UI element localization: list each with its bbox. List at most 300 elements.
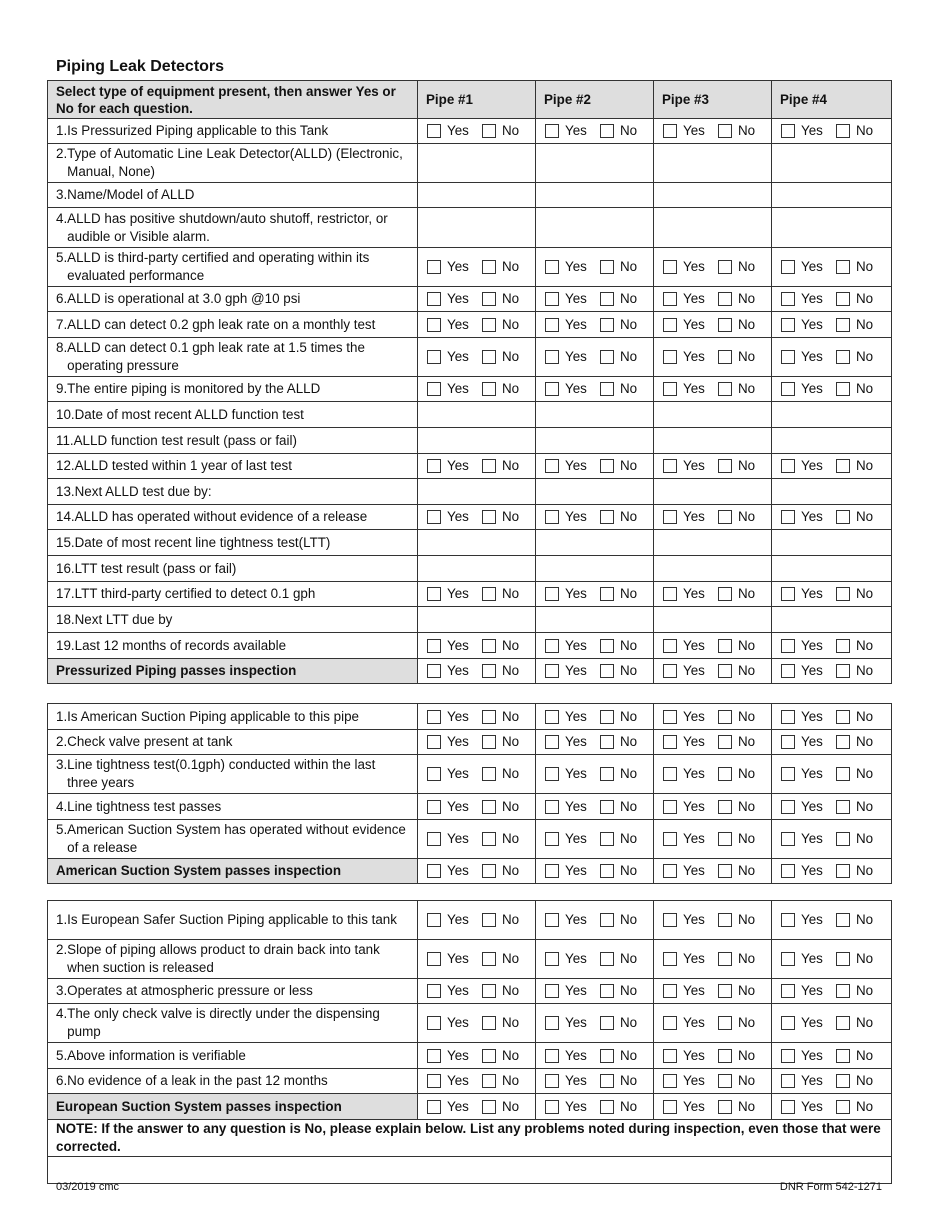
yes-label: Yes — [447, 381, 469, 396]
pressurized-piping-table — [47, 80, 892, 684]
pipe-4-answer-cell[interactable] — [772, 183, 892, 208]
yes-checkbox[interactable] — [545, 1100, 559, 1114]
no-checkbox[interactable] — [482, 260, 496, 274]
no-checkbox[interactable] — [718, 952, 732, 966]
pipe-1-header: Pipe #1 — [418, 81, 536, 119]
question-text-wrap — [56, 821, 409, 857]
no-checkbox[interactable] — [836, 735, 850, 749]
no-checkbox[interactable] — [600, 735, 614, 749]
no-label: No — [502, 123, 520, 138]
yes-checkbox[interactable] — [427, 510, 441, 524]
yes-label: Yes — [801, 1047, 823, 1063]
no-checkbox[interactable] — [600, 587, 614, 601]
yes-checkbox[interactable] — [427, 735, 441, 749]
yes-checkbox[interactable] — [545, 260, 559, 274]
no-checkbox[interactable] — [600, 864, 614, 878]
yes-checkbox[interactable] — [781, 639, 795, 653]
yes-checkbox[interactable] — [663, 260, 677, 274]
pipe-3-answer-cell[interactable] — [654, 556, 772, 582]
no-checkbox[interactable] — [482, 292, 496, 306]
yes-checkbox[interactable] — [545, 832, 559, 846]
yes-checkbox[interactable] — [781, 292, 795, 306]
no-checkbox[interactable] — [836, 459, 850, 473]
no-checkbox[interactable] — [718, 1100, 732, 1114]
no-checkbox[interactable] — [718, 767, 732, 781]
no-checkbox[interactable] — [482, 587, 496, 601]
yes-checkbox[interactable] — [545, 639, 559, 653]
yes-checkbox[interactable] — [427, 710, 441, 724]
no-checkbox[interactable] — [600, 1049, 614, 1063]
yes-checkbox[interactable] — [545, 292, 559, 306]
question-number: 10. — [56, 406, 75, 422]
yes-checkbox[interactable] — [427, 459, 441, 473]
no-checkbox[interactable] — [482, 1074, 496, 1088]
pipe-3-answer-cell[interactable] — [654, 428, 772, 454]
yes-no-group — [662, 1014, 763, 1032]
pipe-2-answer-cell[interactable] — [536, 144, 654, 183]
pipe-2-answer-cell[interactable] — [536, 530, 654, 556]
yes-no-group — [426, 316, 527, 334]
yes-checkbox[interactable] — [545, 510, 559, 524]
no-checkbox[interactable] — [600, 459, 614, 473]
yes-checkbox[interactable] — [663, 459, 677, 473]
yes-label: Yes — [565, 586, 587, 601]
question-cell — [48, 505, 418, 530]
no-checkbox[interactable] — [482, 832, 496, 846]
pipe-1-answer-cell[interactable] — [418, 556, 536, 582]
yes-checkbox[interactable] — [781, 664, 795, 678]
no-label: No — [856, 983, 874, 998]
yes-checkbox[interactable] — [663, 350, 677, 364]
yes-checkbox[interactable] — [427, 767, 441, 781]
no-checkbox[interactable] — [718, 832, 732, 846]
pipe-4-answer-cell[interactable] — [772, 144, 892, 183]
no-checkbox[interactable] — [482, 459, 496, 473]
yes-label: Yes — [801, 586, 823, 601]
yes-checkbox[interactable] — [663, 1049, 677, 1063]
question-text: ALLD is third-party certified and operating within its evaluated performance — [67, 250, 370, 283]
no-checkbox[interactable] — [482, 639, 496, 653]
yes-checkbox[interactable] — [663, 124, 677, 138]
yes-no-group — [662, 316, 763, 334]
yes-checkbox[interactable] — [545, 767, 559, 781]
no-checkbox[interactable] — [836, 318, 850, 332]
no-checkbox[interactable] — [836, 800, 850, 814]
yes-checkbox[interactable] — [781, 1016, 795, 1030]
yes-checkbox[interactable] — [781, 735, 795, 749]
pipe-3-answer-cell[interactable] — [654, 530, 772, 556]
yes-checkbox[interactable] — [781, 767, 795, 781]
pipe-1-answer-cell — [418, 659, 536, 684]
no-checkbox[interactable] — [836, 1016, 850, 1030]
pipe-4-answer-cell[interactable] — [772, 208, 892, 248]
yes-checkbox[interactable] — [781, 832, 795, 846]
pipe-1-answer-cell[interactable] — [418, 607, 536, 633]
question-text-wrap — [56, 508, 409, 526]
yes-checkbox[interactable] — [427, 800, 441, 814]
no-label: No — [502, 983, 520, 998]
yes-checkbox[interactable] — [781, 984, 795, 998]
yes-checkbox[interactable] — [781, 510, 795, 524]
yes-checkbox[interactable] — [545, 1049, 559, 1063]
yes-checkbox[interactable] — [663, 1100, 677, 1114]
yes-checkbox[interactable] — [427, 832, 441, 846]
no-checkbox[interactable] — [718, 864, 732, 878]
yes-checkbox[interactable] — [545, 1016, 559, 1030]
yes-label: Yes — [447, 123, 469, 138]
yes-checkbox[interactable] — [663, 1016, 677, 1030]
yes-checkbox[interactable] — [781, 913, 795, 927]
yes-checkbox[interactable] — [545, 124, 559, 138]
question-cell — [48, 556, 418, 582]
yes-label: Yes — [801, 509, 823, 524]
no-checkbox[interactable] — [482, 1049, 496, 1063]
no-checkbox[interactable] — [836, 639, 850, 653]
yes-checkbox[interactable] — [663, 800, 677, 814]
yes-checkbox[interactable] — [663, 767, 677, 781]
pipe-3-answer-cell[interactable] — [654, 208, 772, 248]
yes-checkbox[interactable] — [427, 260, 441, 274]
yes-checkbox[interactable] — [781, 1100, 795, 1114]
question-cell — [48, 1043, 418, 1069]
no-checkbox[interactable] — [718, 639, 732, 653]
yes-no-group — [544, 798, 645, 816]
pipe-4-answer-cell[interactable] — [772, 530, 892, 556]
no-checkbox[interactable] — [482, 913, 496, 927]
no-checkbox[interactable] — [482, 800, 496, 814]
yes-label: Yes — [683, 1047, 705, 1063]
no-checkbox[interactable] — [836, 767, 850, 781]
yes-checkbox[interactable] — [663, 510, 677, 524]
yes-checkbox[interactable] — [545, 800, 559, 814]
no-checkbox[interactable] — [718, 382, 732, 396]
yes-checkbox[interactable] — [545, 350, 559, 364]
pipe-4-answer-cell[interactable] — [772, 607, 892, 633]
question-number: 14. — [56, 509, 75, 524]
no-label: No — [620, 663, 638, 678]
yes-no-group — [662, 950, 763, 968]
yes-checkbox[interactable] — [663, 710, 677, 724]
no-checkbox[interactable] — [718, 124, 732, 138]
pipe-4-answer-cell[interactable] — [772, 479, 892, 505]
yes-checkbox[interactable] — [427, 1074, 441, 1088]
pipe-2-answer-cell[interactable] — [536, 556, 654, 582]
yes-checkbox[interactable] — [427, 292, 441, 306]
no-checkbox[interactable] — [600, 664, 614, 678]
pipe-3-answer-cell — [654, 755, 772, 794]
yes-checkbox[interactable] — [781, 350, 795, 364]
no-checkbox[interactable] — [836, 984, 850, 998]
no-checkbox[interactable] — [718, 260, 732, 274]
pipe-2-answer-cell[interactable] — [536, 208, 654, 248]
yes-checkbox[interactable] — [781, 260, 795, 274]
yes-checkbox[interactable] — [545, 952, 559, 966]
yes-checkbox[interactable] — [427, 913, 441, 927]
no-checkbox[interactable] — [600, 1016, 614, 1030]
no-checkbox[interactable] — [836, 952, 850, 966]
no-checkbox[interactable] — [718, 1016, 732, 1030]
yes-no-group — [662, 1072, 763, 1090]
pipe-4-answer-cell — [772, 979, 892, 1004]
yes-checkbox[interactable] — [545, 1074, 559, 1088]
question-row — [48, 633, 892, 659]
no-label: No — [738, 912, 756, 927]
no-checkbox[interactable] — [600, 124, 614, 138]
yes-checkbox[interactable] — [663, 664, 677, 678]
no-checkbox[interactable] — [836, 1100, 850, 1114]
yes-checkbox[interactable] — [427, 1016, 441, 1030]
no-checkbox[interactable] — [600, 350, 614, 364]
yes-checkbox[interactable] — [781, 124, 795, 138]
yes-no-group — [544, 380, 645, 398]
yes-label: Yes — [801, 831, 823, 846]
no-checkbox[interactable] — [836, 260, 850, 274]
yes-checkbox[interactable] — [781, 459, 795, 473]
no-label: No — [502, 259, 520, 274]
yes-checkbox[interactable] — [663, 318, 677, 332]
explanation-field[interactable] — [48, 1157, 892, 1184]
yes-checkbox[interactable] — [545, 587, 559, 601]
question-row — [48, 183, 892, 208]
no-checkbox[interactable] — [836, 587, 850, 601]
pipe-4-answer-cell[interactable] — [772, 402, 892, 428]
question-text: Last 12 months of records available — [74, 637, 287, 653]
yes-checkbox[interactable] — [427, 1100, 441, 1114]
no-checkbox[interactable] — [600, 260, 614, 274]
no-checkbox[interactable] — [482, 1100, 496, 1114]
no-checkbox[interactable] — [482, 382, 496, 396]
no-label: No — [856, 951, 874, 966]
no-checkbox[interactable] — [836, 510, 850, 524]
pipe-3-answer-cell[interactable] — [654, 479, 772, 505]
yes-checkbox[interactable] — [781, 1074, 795, 1088]
pipe-1-answer-cell[interactable] — [418, 402, 536, 428]
pipe-1-answer-cell[interactable] — [418, 183, 536, 208]
no-checkbox[interactable] — [482, 124, 496, 138]
yes-checkbox[interactable] — [427, 318, 441, 332]
yes-checkbox[interactable] — [545, 735, 559, 749]
no-checkbox[interactable] — [718, 710, 732, 724]
yes-checkbox[interactable] — [781, 382, 795, 396]
yes-checkbox[interactable] — [781, 864, 795, 878]
no-checkbox[interactable] — [836, 710, 850, 724]
yes-checkbox[interactable] — [663, 382, 677, 396]
yes-no-group — [662, 290, 763, 308]
yes-checkbox[interactable] — [545, 913, 559, 927]
yes-no-group — [780, 1098, 883, 1116]
pipe-4-answer-cell[interactable] — [772, 556, 892, 582]
yes-checkbox[interactable] — [663, 292, 677, 306]
yes-label: Yes — [683, 1015, 705, 1030]
yes-label: Yes — [447, 1015, 469, 1030]
pipe-1-answer-cell[interactable] — [418, 530, 536, 556]
no-checkbox[interactable] — [718, 459, 732, 473]
no-checkbox[interactable] — [836, 864, 850, 878]
no-label: No — [738, 734, 756, 749]
yes-checkbox[interactable] — [545, 664, 559, 678]
no-checkbox[interactable] — [482, 1016, 496, 1030]
pipe-1-answer-cell[interactable] — [418, 208, 536, 248]
pipe-4-answer-cell[interactable] — [772, 428, 892, 454]
yes-checkbox[interactable] — [781, 710, 795, 724]
no-label: No — [502, 381, 520, 396]
question-text-wrap — [56, 708, 409, 726]
yes-no-group — [544, 508, 645, 526]
yes-checkbox[interactable] — [545, 984, 559, 998]
no-checkbox[interactable] — [482, 984, 496, 998]
no-checkbox[interactable] — [600, 510, 614, 524]
no-checkbox[interactable] — [718, 984, 732, 998]
no-checkbox[interactable] — [482, 664, 496, 678]
yes-checkbox[interactable] — [545, 864, 559, 878]
yes-checkbox[interactable] — [663, 735, 677, 749]
no-checkbox[interactable] — [718, 913, 732, 927]
yes-checkbox[interactable] — [427, 382, 441, 396]
no-checkbox[interactable] — [836, 913, 850, 927]
yes-label: Yes — [801, 912, 823, 927]
yes-checkbox[interactable] — [427, 1049, 441, 1063]
question-row — [48, 428, 892, 454]
no-checkbox[interactable] — [482, 952, 496, 966]
pipe-3-answer-cell[interactable] — [654, 183, 772, 208]
pipe-1-answer-cell — [418, 119, 536, 144]
no-checkbox[interactable] — [600, 913, 614, 927]
pipe-1-answer-cell[interactable] — [418, 479, 536, 505]
pipe-3-answer-cell[interactable] — [654, 607, 772, 633]
yes-no-group — [544, 457, 645, 475]
pipe-2-answer-cell[interactable] — [536, 607, 654, 633]
no-checkbox[interactable] — [836, 382, 850, 396]
no-checkbox[interactable] — [718, 664, 732, 678]
yes-checkbox[interactable] — [545, 382, 559, 396]
pipe-1-answer-cell[interactable] — [418, 428, 536, 454]
yes-no-group — [662, 122, 763, 140]
pipe-1-answer-cell[interactable] — [418, 144, 536, 183]
yes-checkbox[interactable] — [663, 913, 677, 927]
no-checkbox[interactable] — [836, 1074, 850, 1088]
no-checkbox[interactable] — [718, 735, 732, 749]
yes-checkbox[interactable] — [427, 664, 441, 678]
yes-checkbox[interactable] — [781, 318, 795, 332]
pipe-3-answer-cell[interactable] — [654, 402, 772, 428]
yes-checkbox[interactable] — [663, 952, 677, 966]
yes-checkbox[interactable] — [427, 984, 441, 998]
no-checkbox[interactable] — [836, 124, 850, 138]
pipe-1-answer-cell — [418, 1094, 536, 1120]
yes-checkbox[interactable] — [663, 832, 677, 846]
pipe-3-answer-cell[interactable] — [654, 144, 772, 183]
yes-no-group — [780, 662, 883, 680]
yes-checkbox[interactable] — [545, 710, 559, 724]
no-checkbox[interactable] — [836, 292, 850, 306]
no-checkbox[interactable] — [600, 767, 614, 781]
no-checkbox[interactable] — [836, 350, 850, 364]
question-text-wrap — [56, 483, 409, 501]
no-checkbox[interactable] — [836, 1049, 850, 1063]
no-checkbox[interactable] — [482, 767, 496, 781]
no-checkbox[interactable] — [600, 639, 614, 653]
yes-checkbox[interactable] — [663, 1074, 677, 1088]
no-checkbox[interactable] — [600, 292, 614, 306]
no-checkbox[interactable] — [482, 318, 496, 332]
yes-checkbox[interactable] — [427, 864, 441, 878]
pipe-2-answer-cell — [536, 1004, 654, 1043]
yes-checkbox[interactable] — [545, 318, 559, 332]
no-checkbox[interactable] — [718, 318, 732, 332]
no-checkbox[interactable] — [482, 710, 496, 724]
no-checkbox[interactable] — [482, 864, 496, 878]
yes-checkbox[interactable] — [427, 350, 441, 364]
yes-checkbox[interactable] — [663, 639, 677, 653]
yes-checkbox[interactable] — [663, 864, 677, 878]
no-checkbox[interactable] — [600, 382, 614, 396]
yes-checkbox[interactable] — [663, 984, 677, 998]
no-checkbox[interactable] — [718, 510, 732, 524]
no-label: No — [856, 912, 874, 927]
no-checkbox[interactable] — [482, 350, 496, 364]
yes-checkbox[interactable] — [781, 587, 795, 601]
no-checkbox[interactable] — [836, 832, 850, 846]
no-checkbox[interactable] — [600, 318, 614, 332]
yes-checkbox[interactable] — [545, 459, 559, 473]
pipe-2-answer-cell[interactable] — [536, 402, 654, 428]
no-checkbox[interactable] — [600, 1074, 614, 1088]
no-checkbox[interactable] — [718, 350, 732, 364]
question-number: 12. — [56, 458, 75, 473]
no-label: No — [856, 708, 874, 724]
question-text: ALLD has positive shutdown/auto shutoff, restrictor, or audible or Visible alarm. — [67, 210, 388, 244]
yes-no-group — [544, 862, 645, 880]
no-checkbox[interactable] — [600, 952, 614, 966]
pipe-2-answer-cell[interactable] — [536, 428, 654, 454]
no-checkbox[interactable] — [482, 735, 496, 749]
yes-checkbox[interactable] — [427, 639, 441, 653]
yes-checkbox[interactable] — [781, 1049, 795, 1063]
yes-label: Yes — [801, 951, 823, 966]
no-checkbox[interactable] — [836, 664, 850, 678]
pipe-2-answer-cell — [536, 312, 654, 338]
no-checkbox[interactable] — [718, 587, 732, 601]
no-checkbox[interactable] — [718, 1049, 732, 1063]
yes-label: Yes — [683, 123, 705, 138]
no-checkbox[interactable] — [600, 832, 614, 846]
no-checkbox[interactable] — [600, 1100, 614, 1114]
pipe-2-answer-cell[interactable] — [536, 183, 654, 208]
yes-checkbox[interactable] — [427, 587, 441, 601]
yes-checkbox[interactable] — [781, 952, 795, 966]
yes-checkbox[interactable] — [781, 800, 795, 814]
no-checkbox[interactable] — [718, 800, 732, 814]
question-text: LTT third-party certified to detect 0.1 gph — [74, 586, 316, 601]
no-checkbox[interactable] — [482, 510, 496, 524]
yes-no-group — [780, 830, 883, 848]
pipe-1-answer-cell — [418, 1069, 536, 1094]
yes-checkbox[interactable] — [427, 952, 441, 966]
pipe-2-answer-cell[interactable] — [536, 479, 654, 505]
no-label: No — [502, 509, 520, 524]
question-text: LTT test result (pass or fail) — [74, 560, 237, 576]
no-label: No — [856, 349, 874, 364]
yes-checkbox[interactable] — [427, 124, 441, 138]
no-checkbox[interactable] — [718, 292, 732, 306]
no-checkbox[interactable] — [600, 710, 614, 724]
yes-no-group — [426, 830, 527, 848]
no-checkbox[interactable] — [600, 800, 614, 814]
yes-checkbox[interactable] — [663, 587, 677, 601]
no-checkbox[interactable] — [718, 1074, 732, 1088]
no-checkbox[interactable] — [600, 984, 614, 998]
yes-no-group — [544, 637, 645, 655]
